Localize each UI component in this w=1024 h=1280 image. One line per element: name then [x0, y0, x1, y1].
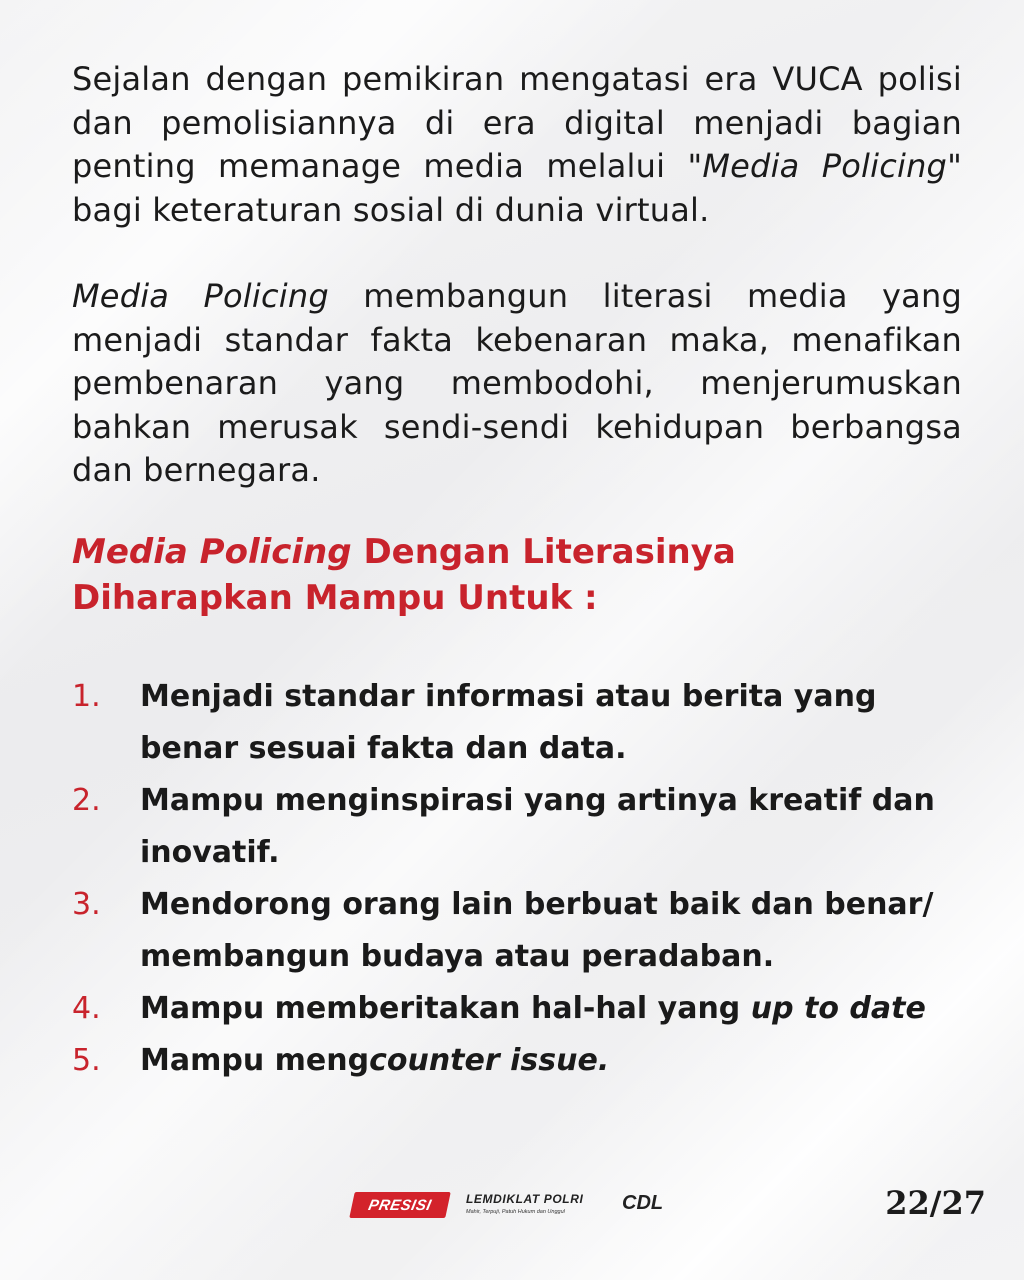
list-item-text: [140, 983, 962, 1035]
page-content: [72, 58, 962, 1087]
paragraph-1: [72, 58, 962, 232]
list-item-number: 2.: [72, 782, 101, 818]
list-item: [72, 671, 962, 775]
paragraph-2-italic: Media Policing: [72, 277, 329, 315]
paragraph-1-italic: "Media Policing": [687, 147, 962, 185]
paragraph-2: [72, 275, 962, 493]
section-heading-italic: Media Policing: [72, 531, 352, 572]
section-heading-text: Dengan Literasinya Diharapkan Mampu Untuk :: [72, 531, 736, 618]
list-item: [72, 983, 962, 1035]
page-number: 22/27: [885, 1184, 986, 1222]
section-heading: [72, 529, 962, 621]
lemdiklat-tagline: Mahir, Terpuji, Patuh Hukum dan Unggul: [466, 1209, 565, 1215]
list-item-text-italic: up to date: [750, 990, 926, 1026]
list-item-text-main: Mendorong orang lain berbuat baik dan benar/ membangun budaya atau peradaban.: [140, 886, 934, 974]
lemdiklat-title: LEMDIKLAT POLRI: [466, 1192, 584, 1206]
list-item-number: 1.: [72, 678, 101, 714]
list-item: [72, 1035, 962, 1087]
list-item-text: [140, 775, 962, 879]
list-item-number: 5.: [72, 1042, 101, 1078]
list-item: [72, 775, 962, 879]
goals-list: [72, 671, 962, 1087]
paragraph-2-text: membangun literasi media yang menjadi standar fakta kebenaran maka, menafikan pembenaran yang membodohi, menjerumuskan bahkan merusak sendi-sendi kehidupan berbangsa dan bernegara.: [72, 277, 962, 489]
list-item-number: 4.: [72, 990, 101, 1026]
paragraph-1-text: Sejalan dengan pemikiran mengatasi era VUCA polisi dan pemolisiannya di era digital menjadi bagian penting memanage media melalui: [72, 60, 962, 185]
list-item-text-main: Mampu memberitakan hal-hal yang: [140, 990, 751, 1026]
presisi-logo-text: PRESISI: [366, 1196, 434, 1214]
footer: [0, 1180, 1024, 1230]
list-item-text: [140, 1035, 962, 1087]
lemdiklat-logo: [466, 1192, 606, 1215]
list-item-text-main: Mampu menginspirasi yang artinya kreatif dan inovatif.: [140, 782, 935, 870]
list-item-text-main: Mampu meng: [140, 1042, 370, 1078]
list-item: [72, 879, 962, 983]
list-item-number: 3.: [72, 886, 101, 922]
list-item-text-italic: counter issue.: [369, 1042, 610, 1078]
cdl-logo: CDL: [622, 1192, 664, 1214]
presisi-logo: [349, 1192, 451, 1218]
list-item-text: [140, 671, 962, 775]
list-item-text-main: Menjadi standar informasi atau berita yang benar sesuai fakta dan data.: [140, 678, 877, 766]
list-item-text: [140, 879, 962, 983]
paragraph-1-text-end: bagi keteraturan sosial di dunia virtual.: [72, 190, 710, 229]
